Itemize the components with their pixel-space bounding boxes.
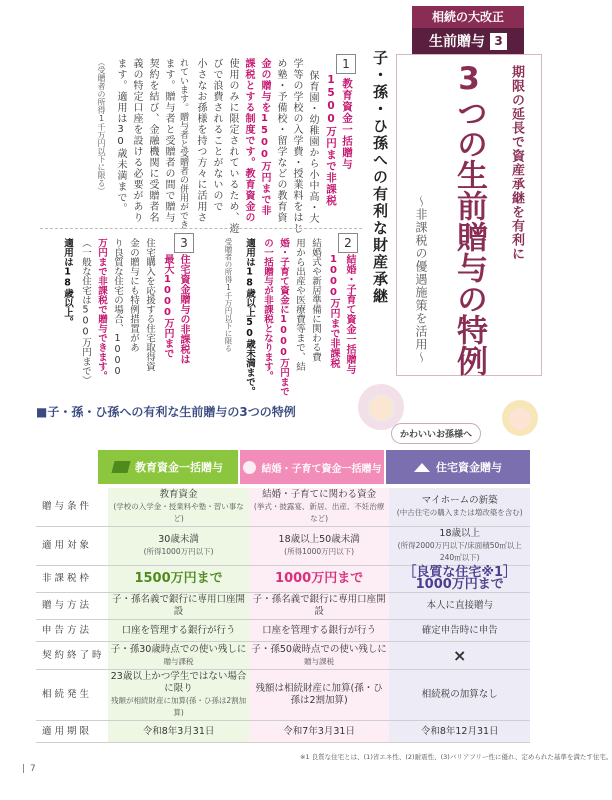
table-cell <box>108 642 249 670</box>
item-3-line-3: り良質な住宅の場合、1000 <box>112 238 123 377</box>
cell-line: 1500万円まで <box>134 571 223 586</box>
header-number: 3 <box>490 33 507 50</box>
row-label: 贈与方法 <box>36 593 108 620</box>
item-1-line-4: 金の贈与を1500万円まで非 <box>259 58 270 216</box>
cell-line: 令和8年12月31日 <box>420 725 499 737</box>
item-1-line-10: ます。贈与者と受贈者の間で贈与 <box>163 58 174 223</box>
item-2-head2: 1000万円まで非課税 <box>328 254 339 368</box>
table-cell <box>389 670 530 721</box>
book-icon <box>111 461 130 473</box>
table-row <box>36 527 530 566</box>
table-cell <box>108 488 249 527</box>
table-cell <box>249 670 390 721</box>
item-3 <box>40 232 200 407</box>
row-label: 相続発生 <box>36 670 108 721</box>
table-cell <box>389 593 530 620</box>
cell-line: 23歳以上かつ学生ではない場合に限り <box>110 671 247 694</box>
col-head-marriage-label: 結婚・子育て資金一括贈与 <box>261 463 382 475</box>
item-3-line-4: 万円まで非課税で贈与できます。 <box>96 238 107 381</box>
cell-line: 18歳以上 <box>439 528 480 539</box>
item-2-line-1: 結婚式や新居準備に関わる費 <box>310 238 321 362</box>
item-1-line-1: 保育園・幼稚園から小中高・大 <box>307 70 318 224</box>
item-2-note: 受贈者の所得1千万円以下に限る <box>224 238 233 352</box>
cell-line: (中古住宅の購入または増改築を含む) <box>396 508 523 517</box>
cell-line: 確定申告時に申告 <box>421 624 498 636</box>
cell-line: (所得2000万円以下/床面積50㎡以上240㎡以下) <box>397 541 522 562</box>
comparison-table <box>36 488 530 743</box>
item-2-number: 2 <box>338 233 358 253</box>
title-box <box>396 54 542 376</box>
item-2 <box>205 232 363 407</box>
cell-line: 本人に直接贈与 <box>426 600 493 611</box>
item-1-line-8: 小さなお孫様を持つ方々に活用さ <box>195 58 206 223</box>
row-label: 契約終了時 <box>36 642 108 670</box>
cell-line: マイホームの新築 <box>421 495 498 506</box>
row-label: 贈与条件 <box>36 488 108 527</box>
row-label: 申告方法 <box>36 620 108 642</box>
item-3-number-box <box>174 232 194 253</box>
table-row <box>36 566 530 593</box>
cell-line: 子・孫50歳時点での使い残しに <box>251 643 387 655</box>
item-2-line-3: 婚・子育て資金に1000万円まで <box>278 238 289 396</box>
item-3-line-6: 適用は18歳以上。 <box>62 238 73 327</box>
table-cell <box>108 527 249 566</box>
cell-line: 残額は相続財産に加算(孫・ひ孫は2割加算) <box>255 683 383 706</box>
page-number: 7 <box>30 764 36 774</box>
table-row <box>36 642 530 670</box>
cell-line: 30歳未満 <box>158 534 199 545</box>
title-sub: ～非課税の優遇施策を活用～ <box>414 195 428 364</box>
table-cell <box>108 721 249 743</box>
table-cell <box>249 488 390 527</box>
cell-line: 贈与課税 <box>163 656 194 666</box>
col-head-education-label: 教育資金一括贈与 <box>135 461 223 474</box>
header-category <box>412 28 524 54</box>
cell-line: 贈与課税 <box>304 656 335 666</box>
item-1 <box>40 54 362 234</box>
cell-line: 子・孫名義で銀行に専用口座開設 <box>252 594 386 617</box>
cell-line: 令和7年3月31日 <box>283 725 355 737</box>
table-cell <box>389 642 530 670</box>
table-row <box>36 620 530 642</box>
item-1-line-13: ます。適用は30歳未満まで。 <box>115 58 126 214</box>
item-3-line-1: 住宅購入を応援する住宅取得資 <box>144 238 155 371</box>
col-head-housing-label: 住宅資金贈与 <box>436 461 502 474</box>
table-row <box>36 488 530 527</box>
baby-icon <box>243 461 256 474</box>
item-2-line-4: の一括贈与が非課税となります。 <box>262 238 273 381</box>
cell-line: 1000万円まで <box>275 571 364 586</box>
row-label: 非課税枠 <box>36 566 108 593</box>
item-1-line-2: 学等の学校の入学費・授業料をはじ <box>291 58 302 234</box>
table-row <box>36 593 530 620</box>
item-3-number: 3 <box>174 233 194 253</box>
item-2-line-2: 用から出産や医療費等まで、結 <box>294 238 305 371</box>
cell-line: 18歳以上50歳未満 <box>278 534 360 545</box>
item-3-head1: 住宅資金贈与の非課税は <box>178 254 189 364</box>
table-cell <box>389 566 530 593</box>
cell-line: 相続税の加算なし <box>421 689 498 700</box>
col-head-housing <box>386 450 530 484</box>
table-cell <box>108 566 249 593</box>
footnote: ※1 良質な住宅とは、(1)省エネ性、(2)耐震性、(3)バリアフリー性に優れ、定められた基準を満たす住宅。 <box>300 753 612 761</box>
cell-line: 子・孫30歳時点での使い残しに <box>110 643 247 655</box>
table-cell <box>249 527 390 566</box>
cell-line: 子・孫名義で銀行に専用口座開設 <box>112 594 246 617</box>
section-title: 子・孫・ひ孫への有利な財産承継 <box>371 50 389 305</box>
item-3-line-5: （一般な住宅は500万円まで） <box>80 238 91 385</box>
item-1-line-12: 義の特定口座を設ける必要があり <box>131 58 142 223</box>
cell-line: (学校の入学金・授業料や塾・習い事など) <box>113 502 244 523</box>
speech-bubble: かわいいお孫様へ <box>391 423 481 444</box>
grandchild-illustration <box>502 400 538 436</box>
table-cell <box>108 620 249 642</box>
item-1-head2: 1500万円まで非課税 <box>325 74 337 207</box>
item-1-line-9: れています。贈与者と受贈者の併用ができ <box>178 58 188 229</box>
item-2-head1: 結婚・子育て資金一括贈与 <box>344 254 355 374</box>
divider <box>40 228 362 229</box>
cell-line: 口座を管理する銀行が行う <box>121 624 236 636</box>
item-1-line-11: 契約を結び、金融機関に受贈者名 <box>147 58 158 223</box>
item-1-number: 1 <box>336 54 356 74</box>
cell-line: 教育資金 <box>159 489 198 500</box>
table-cell <box>108 593 249 620</box>
cell-line: 結婚・子育てに関わる資金 <box>262 489 377 500</box>
page-number-prefix: | <box>22 764 26 774</box>
table-row <box>36 721 530 743</box>
row-label: 適用期限 <box>36 721 108 743</box>
table-cell <box>249 642 390 670</box>
table-cell <box>249 620 390 642</box>
item-1-number-box <box>336 54 356 74</box>
item-1-line-7: びで浪費されることがないので <box>211 58 222 212</box>
item-2-number-box <box>338 232 358 253</box>
table-cell <box>249 593 390 620</box>
cell-line: ［良質な住宅※1］1000万円まで <box>403 565 517 592</box>
table-cell <box>249 566 390 593</box>
item-3-line-2: 金の贈与にも特例措置があ <box>128 238 139 352</box>
cell-line: × <box>453 645 467 665</box>
table-cell <box>389 721 530 743</box>
title-main: 3つの生前贈与の特例 <box>451 61 487 376</box>
table-cell <box>389 527 530 566</box>
col-head-education <box>98 450 238 484</box>
cell-line: (所得1000万円以下) <box>143 547 214 556</box>
item-1-note: （受贈者の所得1千万円以下に限る） <box>97 58 106 195</box>
header-series: 相続の大改正 <box>412 6 524 28</box>
cell-line: (挙式・披露宴、新居、出産、不妊治療など) <box>253 502 385 523</box>
item-1-line-5: 課税とする制度です。教育資金の <box>243 58 254 223</box>
title-tagline: 期限の延長で資産承継を有利に <box>509 65 524 261</box>
item-1-line-6: 使用のみに限定されているため、遊 <box>227 58 238 234</box>
col-head-marriage <box>240 450 384 484</box>
table-cell <box>108 670 249 721</box>
house-icon <box>414 463 430 472</box>
cell-line: 令和8年3月31日 <box>142 725 215 737</box>
cell-line: 口座を管理する銀行が行う <box>262 624 377 636</box>
item-3-head2: 最大1000万円まで <box>162 254 173 358</box>
table-row <box>36 670 530 721</box>
item-1-line-3: め塾・予備校・留学などの教育資 <box>275 58 286 223</box>
table-cell <box>389 488 530 527</box>
cell-line: (所得1000万円以下) <box>284 547 355 556</box>
header-category-label: 生前贈与 <box>429 34 485 50</box>
table-cell <box>389 620 530 642</box>
row-label: 適用対象 <box>36 527 108 566</box>
table-cell <box>249 721 390 743</box>
item-2-line-5: 適用は18歳以上50歳未満まで。 <box>244 238 255 396</box>
table-heading: ■子・孫・ひ孫への有利な生前贈与の3つの特例 <box>36 405 296 419</box>
cell-line: 残額が相続財産に加算(孫・ひ孫は2割加算) <box>110 696 247 717</box>
item-1-head1: 教育資金一括贈与 <box>341 78 353 170</box>
